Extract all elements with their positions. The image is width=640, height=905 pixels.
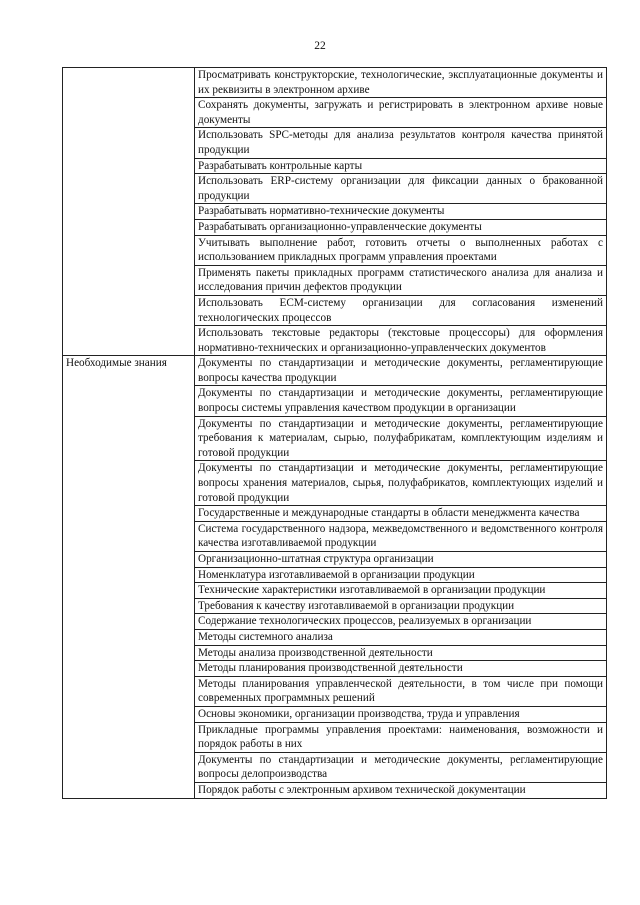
knowledge-item: Требования к качеству изготавливаемой в организации продукции [195, 598, 607, 614]
skill-item: Использовать SPC-методы для анализа результатов контроля качества принятой продукции [195, 128, 607, 158]
knowledge-item: Документы по стандартизации и методические документы, регламентирующие вопросы хранения материалов, сырья, полуфабрикатов, комплектующих изделий и готовой продукции [195, 461, 607, 506]
knowledge-item: Методы планирования производственной деятельности [195, 661, 607, 677]
knowledge-item: Технические характеристики изготавливаемой в организации продукции [195, 583, 607, 599]
knowledge-item: Документы по стандартизации и методические документы, регламентирующие вопросы системы управления качеством продукции в организации [195, 386, 607, 416]
skill-item: Разрабатывать контрольные карты [195, 158, 607, 174]
knowledge-item: Номенклатура изготавливаемой в организации продукции [195, 567, 607, 583]
skill-item: Просматривать конструкторские, технологические, эксплуатационные документы и их реквизиты в электронном архиве [195, 68, 607, 98]
requirements-table [62, 67, 607, 799]
knowledge-item: Организационно-штатная структура организации [195, 552, 607, 568]
table-row [63, 68, 607, 98]
skill-item: Использовать текстовые редакторы (текстовые процессоры) для оформления нормативно-технических и организационно-управленческих документов [195, 326, 607, 356]
skill-item: Разрабатывать нормативно-технические документы [195, 204, 607, 220]
skill-item: Разрабатывать организационно-управленческие документы [195, 219, 607, 235]
knowledge-item: Прикладные программы управления проектами: наименования, возможности и порядок работы в них [195, 722, 607, 752]
skill-item: Использовать ECM-систему организации для согласования изменений технологических процессов [195, 295, 607, 325]
skill-item: Учитывать выполнение работ, готовить отчеты о выполненных работах с использованием прикладных программ управления проектами [195, 235, 607, 265]
knowledge-item: Методы планирования управленческой деятельности, в том числе при помощи современных программных решений [195, 676, 607, 706]
table-row [63, 356, 607, 386]
knowledge-item: Методы анализа производственной деятельности [195, 645, 607, 661]
knowledge-label: Необходимые знания [63, 356, 195, 798]
knowledge-item: Система государственного надзора, межведомственного и ведомственного контроля качества изготавливаемой продукции [195, 521, 607, 551]
knowledge-item: Государственные и международные стандарты в области менеджмента качества [195, 506, 607, 522]
skills-label-cell [63, 68, 195, 356]
knowledge-item: Методы системного анализа [195, 629, 607, 645]
skill-item: Сохранять документы, загружать и регистрировать в электронном архиве новые документы [195, 98, 607, 128]
page-number: 22 [314, 40, 326, 52]
knowledge-item: Документы по стандартизации и методические документы, регламентирующие требования к материалам, сырью, полуфабрикатам, комплектующим изделиям и готовой продукции [195, 416, 607, 461]
skill-item: Использовать ERP-систему организации для фиксации данных о бракованной продукции [195, 174, 607, 204]
knowledge-item: Содержание технологических процессов, реализуемых в организации [195, 614, 607, 630]
knowledge-item: Основы экономики, организации производства, труда и управления [195, 706, 607, 722]
knowledge-item: Документы по стандартизации и методические документы, регламентирующие вопросы делопроизводства [195, 752, 607, 782]
knowledge-item: Порядок работы с электронным архивом технической документации [195, 782, 607, 798]
skill-item: Применять пакеты прикладных программ статистического анализа для анализа и исследования причин дефектов продукции [195, 265, 607, 295]
knowledge-item: Документы по стандартизации и методические документы, регламентирующие вопросы качества продукции [195, 356, 607, 386]
